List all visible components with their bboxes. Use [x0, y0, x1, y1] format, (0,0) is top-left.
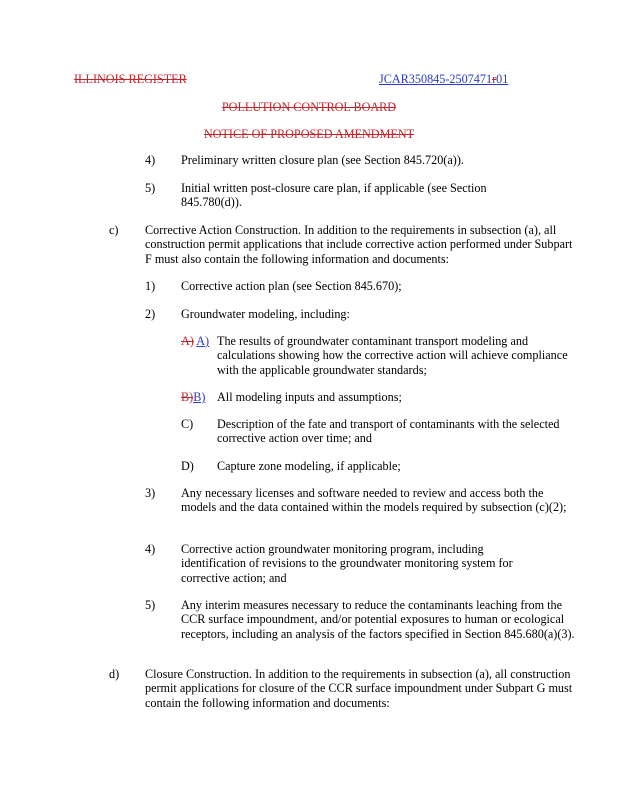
item-label: 4) — [145, 153, 156, 167]
jcar-code-tail: 01 — [496, 72, 509, 86]
item-label: 5) — [145, 181, 156, 195]
subitem-label: D) — [181, 459, 194, 473]
item-label: 5) — [145, 598, 156, 612]
jcar-code-main: JCAR350845-2507471 — [379, 72, 493, 86]
item-text: Preliminary written closure plan (see Section 845.720(a)). — [181, 153, 464, 167]
subitem-text: Capture zone modeling, if applicable; — [217, 459, 401, 473]
item-text: Any necessary licenses and software needed to review and access both the models and the data contained within the models required by subsection (c)(2); — [181, 486, 567, 515]
item-text: Groundwater modeling, including: — [181, 307, 350, 321]
subitem-label-inserted: B) — [193, 390, 206, 404]
subitem-text: The results of groundwater contaminant transport modeling and calculations showing how the corrective action will achieve compliance with the applicable groundwater standards; — [217, 334, 568, 377]
item-text: Any interim measures necessary to reduce the contaminants leaching from the CCR surface impoundment, and/or potential exposures to human or ecological receptors, including an analysis of the factors specified in Section 845.680(a)(3). — [181, 598, 575, 641]
subsection-text: Corrective Action Construction. In addition to the requirements in subsection (a), all construction permit applications that include corrective action performed under Subpart F must also contain the following information and documents: — [145, 223, 573, 266]
subitem-label-inserted: A) — [196, 334, 210, 348]
subitem-text: All modeling inputs and assumptions; — [217, 390, 402, 404]
notice-title: NOTICE OF PROPOSED AMENDMENT — [203, 127, 415, 141]
subitem-text: Description of the fate and transport of contaminants with the selected corrective action over time; and — [217, 417, 560, 446]
item-text: Initial written post-closure care plan, if applicable (see Section 845.780(d)). — [181, 181, 487, 210]
subitem-label: C) — [181, 417, 194, 431]
subsection-text: Closure Construction. In addition to the requirements in subsection (a), all construction permit applications for closure of the CCR surface impoundment under Subpart G must contain the following information and documents: — [145, 667, 573, 710]
register-header: ILLINOIS REGISTER — [74, 72, 187, 86]
subitem-label-deleted: A) — [181, 334, 194, 348]
subitem-label-deleted: B) — [181, 390, 194, 404]
item-text: Corrective action plan (see Section 845.670); — [181, 279, 402, 293]
item-label: 2) — [145, 307, 156, 321]
subitem-label — [181, 334, 209, 348]
item-label: 3) — [145, 486, 156, 500]
item-label: 4) — [145, 542, 156, 556]
jcar-code-struck: r — [492, 72, 497, 86]
board-title: POLLUTION CONTROL BOARD — [221, 100, 397, 114]
jcar-code — [379, 72, 508, 86]
subitem-label — [181, 390, 205, 404]
subsection-label: c) — [109, 223, 119, 237]
item-text: Corrective action groundwater monitoring program, including identification of revisions to the groundwater monitoring system for corrective action; and — [181, 542, 513, 585]
item-label: 1) — [145, 279, 156, 293]
subsection-label: d) — [109, 667, 120, 681]
